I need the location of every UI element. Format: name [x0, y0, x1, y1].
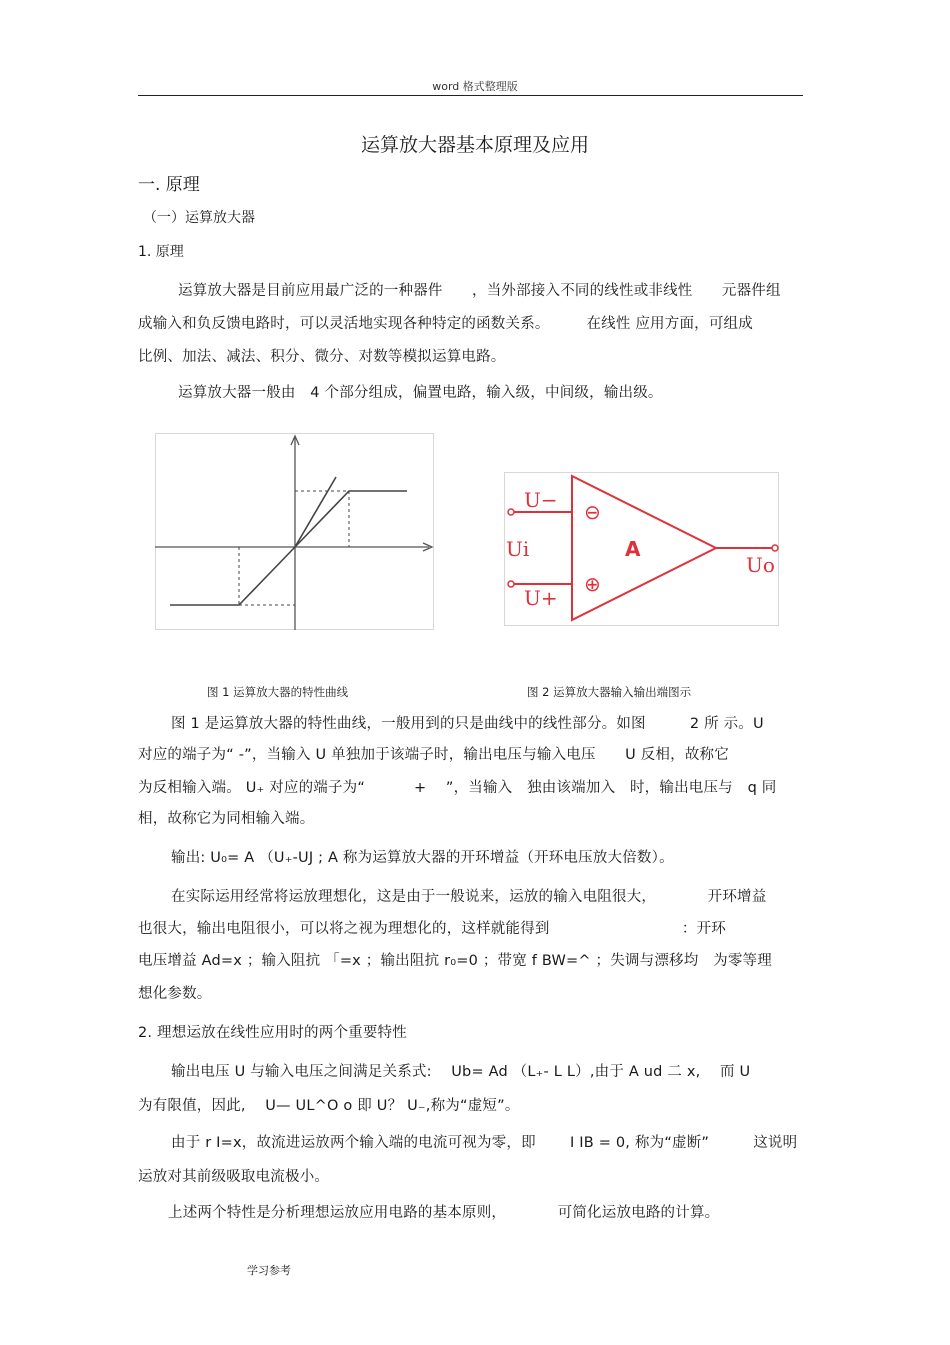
- label-u-plus: U+: [524, 586, 558, 610]
- header-rule: [138, 95, 803, 96]
- subsection-heading: （一）运算放大器: [143, 210, 255, 226]
- page-footer: 学习参考: [247, 1264, 291, 1277]
- para3-line2: 对应的端子为“ -”，当输入 U 单独加于该端子时，输出电压与输入电压 U 反相，故称它: [138, 747, 729, 763]
- item-heading: 1. 原理: [138, 244, 184, 260]
- para1-line3: 比例、加法、减法、积分、微分、对数等模拟运算电路。: [138, 349, 506, 365]
- para6-line2: 为有限值，因此, U— UL^O o 即 U？ U₋,称为“虚短”。: [138, 1098, 520, 1114]
- document-title: 运算放大器基本原理及应用: [360, 134, 589, 156]
- plus-symbol: ⊕: [584, 572, 601, 596]
- para4-formula: 输出: U₀= A （U₊-UJ ; A 称为运算放大器的开环增益（开环电压放大倍数）。: [171, 850, 674, 866]
- label-u-minus: U−: [524, 488, 558, 512]
- para5-line1: 在实际运用经常将运放理想化，这是由于一般说来，运放的输入电阻很大， 开环增益: [171, 889, 767, 905]
- para2: 运算放大器一般由 4 个部分组成，偏置电路，输入级，中间级，输出级。: [178, 385, 663, 401]
- para3-line1: 图 1 是运算放大器的特性曲线，一般用到的只是曲线中的线性部分。如图 2 所 示。U: [171, 716, 764, 732]
- item2-heading: 2. 理想运放在线性应用时的两个重要特性: [138, 1025, 407, 1041]
- para7-line1: 由于 r I=x，故流进运放两个输入端的电流可视为零，即 I IB = 0, 称为“虚断” 这说明: [171, 1135, 798, 1151]
- minus-symbol: ⊖: [584, 500, 601, 524]
- label-u-o: Uo: [746, 553, 775, 577]
- para8: 上述两个特性是分析理想运放应用电路的基本原则， 可简化运放电路的计算。: [168, 1205, 720, 1221]
- para5-line2: 也很大，输出电阻很小，可以将之视为理想化的，这样就能得到 ：开环: [138, 921, 726, 937]
- figure2-opamp-diagram: [504, 472, 780, 627]
- label-amp: A: [625, 537, 641, 561]
- page-header: word 格式整理版: [432, 80, 518, 93]
- figure2-caption: 图 2 运算放大器输入输出端图示: [527, 685, 692, 699]
- figure1-characteristic-curve: [155, 433, 435, 631]
- para5-line3: 电压增益 Ad=x ；输入阻抗 「=x ；输出阻抗 r₀=0 ；带宽 f BW=^ ；失调与漂移均 为零等理: [138, 953, 772, 969]
- para1-line2: 成输入和负反馈电路时，可以灵活地实现各种特定的函数关系。 在线性 应用方面，可组成: [138, 316, 753, 332]
- para3-line4: 相，故称它为同相输入端。: [138, 811, 315, 827]
- para1-line1: 运算放大器是目前应用最广泛的一种器件 ，当外部接入不同的线性或非线性 元器件组: [178, 283, 781, 299]
- para5-line4: 想化参数。: [138, 986, 212, 1002]
- section-heading: 一. 原理: [138, 175, 200, 195]
- figure1-caption: 图 1 运算放大器的特性曲线: [207, 685, 349, 699]
- para3-line3: 为反相输入端。 U₊ 对应的端子为“ + ”，当输入 独由该端加入 时，输出电压与 q 同: [138, 780, 777, 796]
- label-u-i: Ui: [506, 537, 530, 561]
- para7-line2: 运放对其前级吸取电流极小。: [138, 1169, 330, 1185]
- para6-line1: 输出电压 U 与输入电压之间满足关系式: Ub= Ad （L₊- L L）,由于 A ud 二 x, 而 U: [171, 1064, 751, 1080]
